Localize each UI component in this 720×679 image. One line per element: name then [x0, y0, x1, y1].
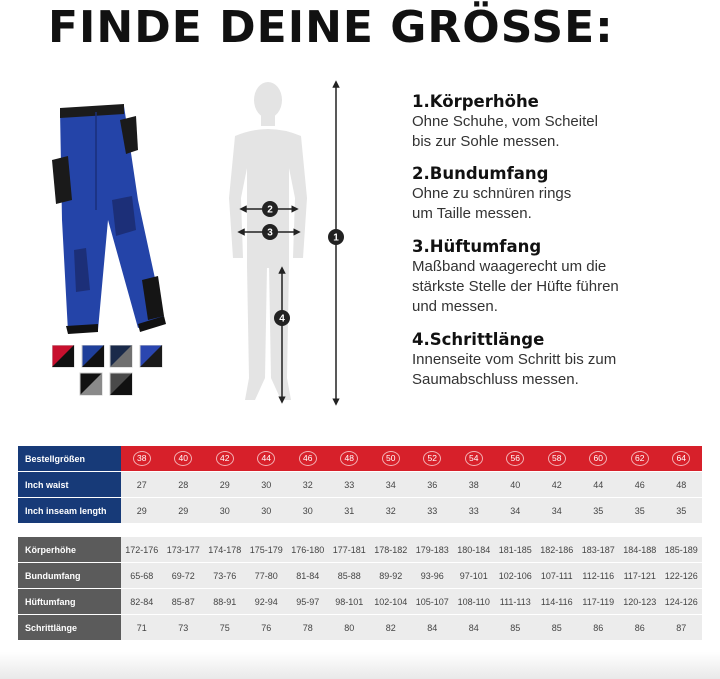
table-cell: 71 — [121, 615, 163, 641]
color-swatches — [52, 345, 172, 400]
table-cell: 82 — [370, 615, 412, 641]
instruction-line: Ohne Schuhe, vom Scheitel — [412, 113, 598, 130]
table-cell: 73-76 — [204, 563, 246, 589]
table-cell: 85-87 — [163, 589, 205, 615]
table-cell: 77-80 — [246, 563, 288, 589]
table-cell: 179-183 — [412, 537, 454, 563]
table-cell: 40 — [495, 472, 537, 498]
row-label: Schrittlänge — [18, 615, 121, 641]
table-cell: 92-94 — [246, 589, 288, 615]
instruction-line: Innenseite vom Schritt bis zum — [412, 351, 617, 368]
table-cell: 30 — [246, 472, 288, 498]
table-cell: 124-126 — [661, 589, 703, 615]
table-cell: 182-186 — [536, 537, 578, 563]
color-swatch — [52, 345, 74, 367]
marker-1 — [328, 229, 344, 245]
table-cell: 48 — [661, 472, 703, 498]
instruction-waist — [412, 164, 712, 224]
instruction-line: bis zur Sohle messen. — [412, 133, 560, 150]
table-cell: 102-106 — [495, 563, 537, 589]
table-cell: 76 — [246, 615, 288, 641]
table-cell — [121, 446, 163, 472]
table-cell: 175-179 — [246, 537, 288, 563]
instruction-line: um Taille messen. — [412, 205, 532, 222]
table-cell: 35 — [578, 498, 620, 524]
table-cell: 85 — [495, 615, 537, 641]
table-cell: 185-189 — [661, 537, 703, 563]
table-cell — [204, 446, 246, 472]
size-badge: 58 — [548, 451, 566, 466]
table-cell: 36 — [412, 472, 454, 498]
instruction-line: und messen. — [412, 298, 498, 315]
table-cell — [329, 446, 371, 472]
row-label: Inch waist — [18, 472, 121, 498]
table-cell: 105-107 — [412, 589, 454, 615]
table-cell: 29 — [204, 472, 246, 498]
size-badge: 48 — [340, 451, 358, 466]
silhouette — [229, 82, 307, 400]
instruction-heading: 4.Schrittlänge — [412, 330, 545, 349]
table-cell: 117-121 — [619, 563, 661, 589]
body-figure — [215, 78, 355, 408]
marker-1-label: 1 — [333, 232, 339, 244]
table-cell: 86 — [619, 615, 661, 641]
table-cell: 33 — [329, 472, 371, 498]
table-cell: 32 — [370, 498, 412, 524]
table-cell: 95-97 — [287, 589, 329, 615]
table-cell: 30 — [204, 498, 246, 524]
marker-4 — [274, 310, 290, 326]
size-badge: 38 — [133, 451, 151, 466]
table-cell — [246, 446, 288, 472]
size-badge: 60 — [589, 451, 607, 466]
instruction-inseam — [412, 330, 712, 390]
size-badge: 62 — [631, 451, 649, 466]
table-cell: 122-126 — [661, 563, 703, 589]
color-swatch — [82, 345, 104, 367]
table-row — [18, 589, 702, 615]
table-cell — [578, 446, 620, 472]
table-cell: 89-92 — [370, 563, 412, 589]
table-cell: 46 — [619, 472, 661, 498]
table-cell: 44 — [578, 472, 620, 498]
table-cell: 117-119 — [578, 589, 620, 615]
row-label: Körperhöhe — [18, 537, 121, 563]
table-cell: 97-101 — [453, 563, 495, 589]
table-cell: 31 — [329, 498, 371, 524]
table-cell: 183-187 — [578, 537, 620, 563]
table-cell: 75 — [204, 615, 246, 641]
table-cell — [661, 446, 703, 472]
table-cell: 73 — [163, 615, 205, 641]
table-cell: 86 — [578, 615, 620, 641]
color-swatch — [110, 345, 132, 367]
size-badge: 40 — [174, 451, 192, 466]
size-badge: 44 — [257, 451, 275, 466]
table-cell — [619, 446, 661, 472]
table-cell: 181-185 — [495, 537, 537, 563]
table-cell — [163, 446, 205, 472]
row-label: Bundumfang — [18, 563, 121, 589]
table-cell: 176-180 — [287, 537, 329, 563]
table-cell: 29 — [163, 498, 205, 524]
marker-2 — [262, 201, 278, 217]
table-cell — [370, 446, 412, 472]
table-cell — [536, 446, 578, 472]
instruction-line: Ohne zu schnüren rings — [412, 185, 572, 202]
table-cell: 84 — [453, 615, 495, 641]
color-swatch — [140, 345, 162, 367]
table-row — [18, 446, 702, 472]
table-row — [18, 537, 702, 563]
instruction-heading: 1.Körperhöhe — [412, 92, 539, 111]
table-cell: 80 — [329, 615, 371, 641]
table-cell: 78 — [287, 615, 329, 641]
table-cell: 28 — [163, 472, 205, 498]
instruction-heading: 2.Bundumfang — [412, 164, 549, 183]
table-cell — [495, 446, 537, 472]
size-badge: 52 — [423, 451, 441, 466]
table-cell: 178-182 — [370, 537, 412, 563]
table-cell: 107-111 — [536, 563, 578, 589]
table-cell: 69-72 — [163, 563, 205, 589]
color-swatch — [110, 373, 132, 395]
size-badge: 42 — [216, 451, 234, 466]
page-title: FINDE DEINE GRÖSSE: — [48, 2, 614, 53]
table-cell: 42 — [536, 472, 578, 498]
marker-2-label: 2 — [267, 204, 273, 216]
table-cell: 33 — [453, 498, 495, 524]
table-cell — [412, 446, 454, 472]
table-cell: 30 — [246, 498, 288, 524]
table-cell: 32 — [287, 472, 329, 498]
size-badge: 64 — [672, 451, 690, 466]
table-cell: 65-68 — [121, 563, 163, 589]
table-row — [18, 615, 702, 641]
table-cell: 184-188 — [619, 537, 661, 563]
marker-3-label: 3 — [267, 227, 273, 239]
table-cell: 38 — [453, 472, 495, 498]
size-table-body — [18, 537, 702, 641]
row-label: Bestellgrößen — [18, 446, 121, 472]
table-row — [18, 563, 702, 589]
instruction-height — [412, 92, 712, 152]
instruction-heading: 3.Hüftumfang — [412, 237, 542, 256]
size-badge: 50 — [382, 451, 400, 466]
table-cell: 108-110 — [453, 589, 495, 615]
table-cell: 93-96 — [412, 563, 454, 589]
size-table-order — [18, 446, 702, 524]
table-cell: 85-88 — [329, 563, 371, 589]
instruction-line: Saumabschluss messen. — [412, 371, 579, 388]
footer-bar — [0, 652, 720, 679]
table-cell: 33 — [412, 498, 454, 524]
table-cell: 114-116 — [536, 589, 578, 615]
table-cell: 82-84 — [121, 589, 163, 615]
table-cell: 120-123 — [619, 589, 661, 615]
trousers-image — [46, 80, 176, 340]
table-cell: 173-177 — [163, 537, 205, 563]
table-cell: 27 — [121, 472, 163, 498]
table-cell: 174-178 — [204, 537, 246, 563]
table-cell: 34 — [536, 498, 578, 524]
size-badge: 56 — [506, 451, 524, 466]
table-cell — [287, 446, 329, 472]
table-cell: 172-176 — [121, 537, 163, 563]
table-cell: 34 — [370, 472, 412, 498]
table-cell: 87 — [661, 615, 703, 641]
size-badge: 54 — [465, 451, 483, 466]
instruction-hip — [412, 237, 712, 317]
table-cell: 111-113 — [495, 589, 537, 615]
color-swatch — [80, 373, 102, 395]
table-cell: 180-184 — [453, 537, 495, 563]
marker-4-label: 4 — [279, 313, 285, 325]
instruction-line: stärkste Stelle der Hüfte führen — [412, 278, 619, 295]
table-cell: 29 — [121, 498, 163, 524]
table-row — [18, 472, 702, 498]
table-cell: 34 — [495, 498, 537, 524]
table-cell: 177-181 — [329, 537, 371, 563]
table-cell: 88-91 — [204, 589, 246, 615]
table-cell: 112-116 — [578, 563, 620, 589]
table-cell — [453, 446, 495, 472]
table-cell: 85 — [536, 615, 578, 641]
table-cell: 35 — [619, 498, 661, 524]
instruction-line: Maßband waagerecht um die — [412, 258, 607, 275]
table-row — [18, 498, 702, 524]
table-cell: 30 — [287, 498, 329, 524]
table-cell: 81-84 — [287, 563, 329, 589]
row-label: Hüftumfang — [18, 589, 121, 615]
size-badge: 46 — [299, 451, 317, 466]
table-cell: 98-101 — [329, 589, 371, 615]
row-label: Inch inseam length — [18, 498, 121, 524]
table-cell: 84 — [412, 615, 454, 641]
table-cell: 102-104 — [370, 589, 412, 615]
table-cell: 35 — [661, 498, 703, 524]
marker-3 — [262, 224, 278, 240]
